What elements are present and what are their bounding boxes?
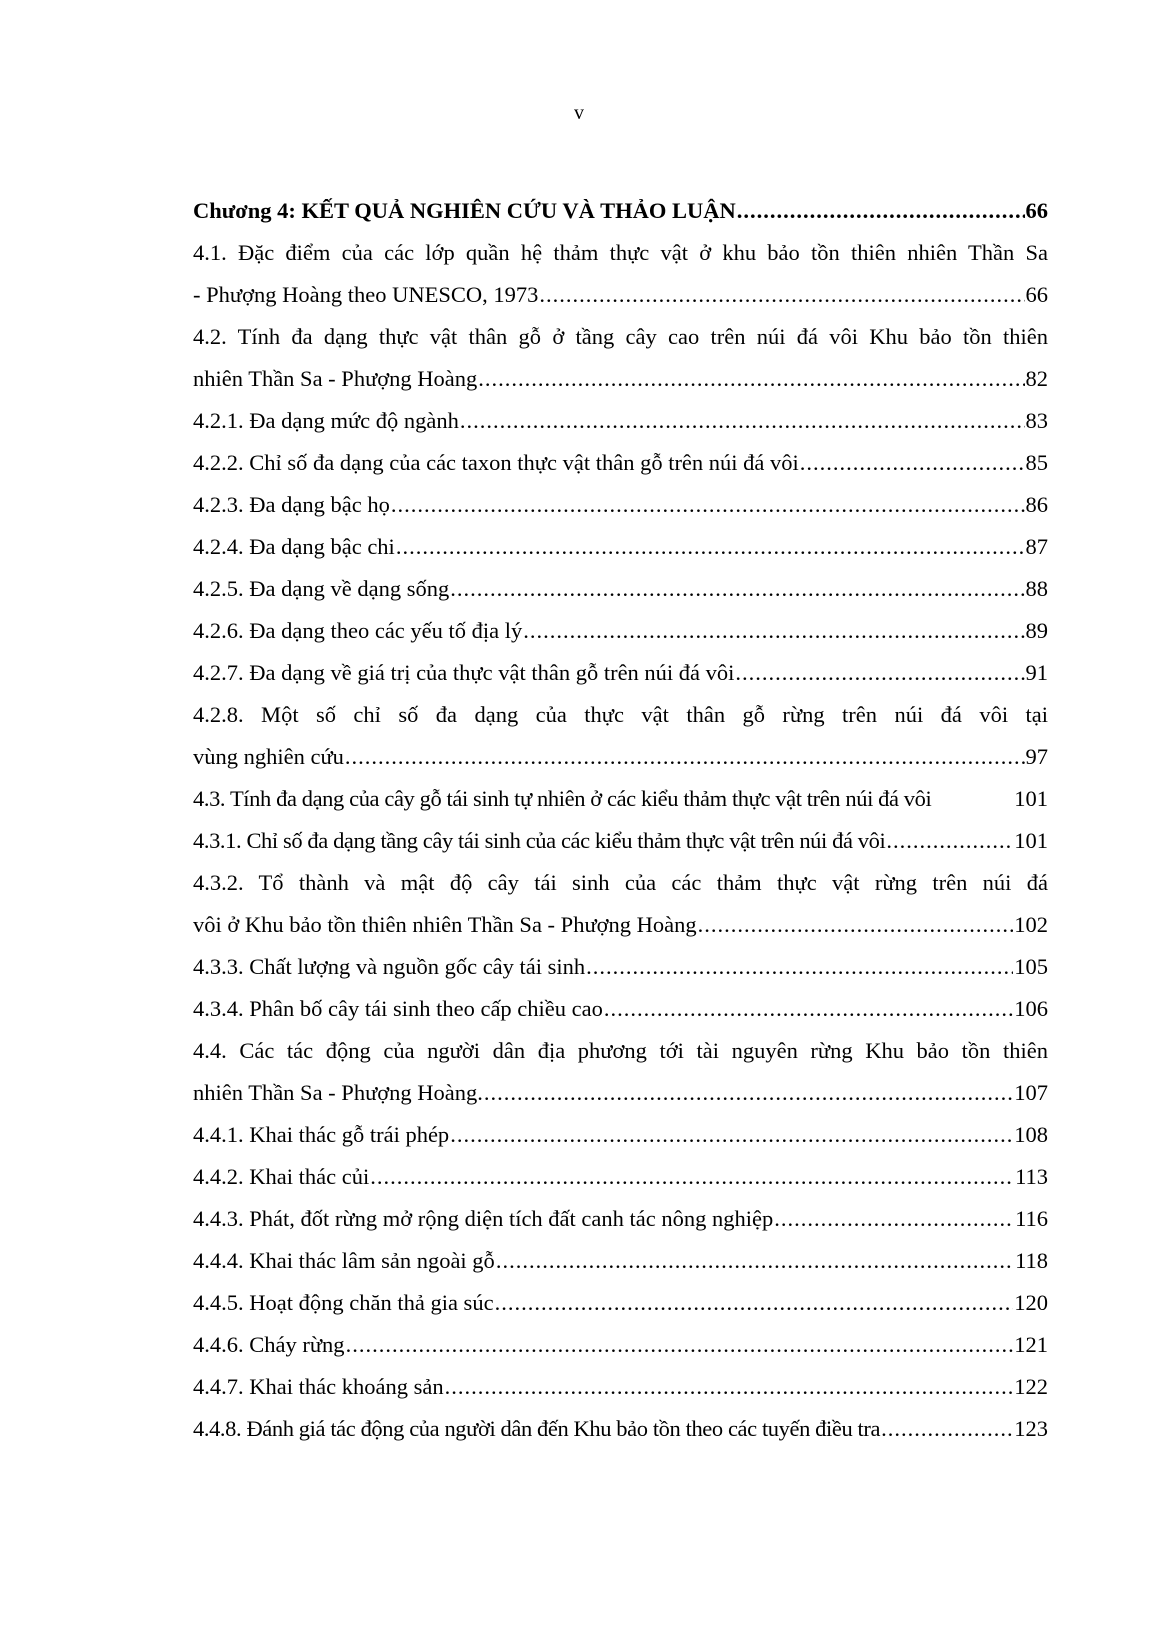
toc-page-number: 106	[1014, 996, 1048, 1021]
dot-leader	[496, 1240, 1014, 1282]
toc-page-number: 85	[1025, 450, 1048, 475]
toc-entry-title: 4.2.4. Đa dạng bậc chi	[193, 534, 395, 559]
dot-leader	[523, 610, 1024, 652]
toc-entry-title: nhiên Thần Sa - Phượng Hoàng	[193, 366, 478, 391]
dot-leader	[370, 1156, 1014, 1198]
table-of-contents	[193, 190, 1048, 1450]
toc-entry-title: 4.2.7. Đa dạng về giá trị của thực vật thân gỗ trên núi đá vôi	[193, 660, 735, 685]
toc-entry[interactable]	[193, 526, 1048, 568]
toc-entry-title-line: 4.2.8. Một số chỉ số đa dạng của thực vật thân gỗ rừng trên núi đá vôi tại	[193, 702, 1048, 727]
dot-leader	[586, 946, 1013, 988]
dot-leader	[346, 1324, 1014, 1366]
toc-entry[interactable]	[193, 1156, 1048, 1198]
toc-page-number: 123	[1014, 1416, 1048, 1441]
toc-page-number: 105	[1014, 954, 1048, 979]
toc-page-number: 118	[1015, 1248, 1048, 1273]
toc-entry-title: 4.3.3. Chất lượng và nguồn gốc cây tái sinh	[193, 954, 586, 979]
toc-page-number: 107	[1014, 1080, 1048, 1105]
toc-page-number: 108	[1014, 1122, 1048, 1147]
toc-page-number: 83	[1025, 408, 1048, 433]
toc-entry-title: vôi ở Khu bảo tồn thiên nhiên Thần Sa - Phượng Hoàng	[193, 912, 697, 937]
toc-entry-title-line: 4.3.2. Tổ thành và mật độ cây tái sinh của các thảm thực vật rừng trên núi đá	[193, 870, 1048, 895]
toc-page-number: 120	[1014, 1290, 1048, 1315]
toc-entry-title: 4.3.4. Phân bố cây tái sinh theo cấp chiều cao	[193, 996, 603, 1021]
dot-leader	[396, 526, 1025, 568]
toc-entry-title: nhiên Thần Sa - Phượng Hoàng.	[193, 1080, 483, 1105]
toc-page-number: 82	[1025, 366, 1048, 391]
toc-entry[interactable]	[193, 1030, 1048, 1114]
toc-entry[interactable]	[193, 232, 1048, 316]
dot-leader	[800, 442, 1025, 484]
dot-leader	[698, 904, 1014, 946]
toc-entry-title: 4.4.3. Phát, đốt rừng mở rộng diện tích đất canh tác nông nghiệp	[193, 1206, 774, 1231]
toc-page-number: 122	[1014, 1374, 1048, 1399]
toc-entry[interactable]	[193, 190, 1048, 232]
toc-entry[interactable]	[193, 400, 1048, 442]
toc-entry[interactable]	[193, 778, 1048, 820]
dot-leader	[484, 1072, 1013, 1114]
toc-entry-title: 4.4.7. Khai thác khoáng sản	[193, 1374, 444, 1399]
toc-entry[interactable]	[193, 988, 1048, 1030]
dot-leader	[539, 274, 1024, 316]
toc-page-number: 86	[1025, 492, 1048, 517]
dot-leader	[345, 736, 1025, 778]
toc-page-number: 66	[1025, 198, 1048, 223]
toc-entry-title: 4.2.3. Đa dạng bậc họ	[193, 492, 390, 517]
toc-entry[interactable]	[193, 862, 1048, 946]
dot-leader	[391, 484, 1025, 526]
page-number: v	[574, 102, 584, 124]
toc-entry-title-line: 4.4. Các tác động của người dân địa phương tới tài nguyên rừng Khu bảo tồn thiên	[193, 1038, 1048, 1063]
toc-entry[interactable]	[193, 652, 1048, 694]
toc-entry-title: - Phượng Hoàng theo UNESCO, 1973	[193, 282, 539, 307]
toc-entry[interactable]	[193, 1198, 1048, 1240]
toc-entry-title-line: 4.2. Tính đa dạng thực vật thân gỗ ở tầng cây cao trên núi đá vôi Khu bảo tồn thiên	[193, 324, 1048, 349]
toc-entry-title: vùng nghiên cứu	[193, 744, 344, 769]
toc-entry[interactable]	[193, 316, 1048, 400]
toc-page-number: 101	[1014, 786, 1048, 811]
dot-leader	[604, 988, 1013, 1030]
toc-entry-title: 4.2.6. Đa dạng theo các yếu tố địa lý	[193, 618, 523, 643]
toc-page-number: 102	[1014, 912, 1048, 937]
toc-entry[interactable]	[193, 1324, 1048, 1366]
toc-entry[interactable]	[193, 568, 1048, 610]
toc-entry-title: 4.2.2. Chỉ số đa dạng của các taxon thực vật thân gỗ trên núi đá vôi	[193, 450, 799, 475]
toc-entry[interactable]	[193, 694, 1048, 778]
toc-entry-title: 4.2.1. Đa dạng mức độ ngành	[193, 408, 459, 433]
toc-entry[interactable]	[193, 946, 1048, 988]
dot-leader	[886, 820, 1013, 862]
toc-page-number: 113	[1015, 1164, 1048, 1189]
toc-entry[interactable]	[193, 610, 1048, 652]
toc-entry[interactable]	[193, 1240, 1048, 1282]
dot-leader	[495, 1282, 1014, 1324]
dot-leader	[450, 568, 1024, 610]
toc-page-number: 116	[1015, 1206, 1048, 1231]
toc-page-number: 91	[1025, 660, 1048, 685]
toc-entry[interactable]	[193, 442, 1048, 484]
dot-leader	[737, 190, 1025, 232]
toc-entry-title: 4.3.1. Chỉ số đa dạng tầng cây tái sinh của các kiểu thảm thực vật trên núi đá vôi	[193, 828, 886, 853]
dot-leader	[774, 1198, 1014, 1240]
toc-entry-title: 4.4.6. Cháy rừng	[193, 1332, 345, 1357]
toc-entry-title: Chương 4: KẾT QUẢ NGHIÊN CỨU VÀ THẢO LUẬN	[193, 198, 736, 223]
toc-entry-title: 4.4.4. Khai thác lâm sản ngoài gỗ	[193, 1248, 495, 1273]
dot-leader	[735, 652, 1024, 694]
toc-entry-title-line: 4.1. Đặc điểm của các lớp quần hệ thảm thực vật ở khu bảo tồn thiên nhiên Thần Sa	[193, 240, 1048, 265]
toc-page-number: 97	[1025, 744, 1048, 769]
toc-entry-title: 4.4.2. Khai thác củi	[193, 1164, 370, 1189]
dot-leader	[445, 1366, 1014, 1408]
toc-entry-title: 4.2.5. Đa dạng về dạng sống	[193, 576, 450, 601]
dot-leader	[450, 1114, 1013, 1156]
toc-entry-title: 4.4.5. Hoạt động chăn thả gia súc	[193, 1290, 494, 1315]
dot-leader	[478, 358, 1024, 400]
toc-entry[interactable]	[193, 820, 1048, 862]
toc-page-number: 66	[1025, 282, 1048, 307]
toc-entry[interactable]	[193, 1366, 1048, 1408]
toc-entry[interactable]	[193, 1408, 1048, 1450]
toc-entry-title: 4.3. Tính đa dạng của cây gỗ tái sinh tự nhiên ở các kiểu thảm thực vật trên núi đá vôi	[193, 786, 932, 811]
toc-entry[interactable]	[193, 1282, 1048, 1324]
toc-entry-title: 4.4.8. Đánh giá tác động của người dân đến Khu bảo tồn theo các tuyến điều tra	[193, 1416, 881, 1441]
toc-entry-title: 4.4.1. Khai thác gỗ trái phép	[193, 1122, 450, 1147]
toc-page-number: 87	[1025, 534, 1048, 559]
toc-entry[interactable]	[193, 484, 1048, 526]
toc-page-number: 88	[1025, 576, 1048, 601]
toc-entry[interactable]	[193, 1114, 1048, 1156]
dot-leader	[881, 1408, 1013, 1450]
toc-page-number: 121	[1014, 1332, 1048, 1357]
toc-page-number: 101	[1014, 828, 1048, 853]
dot-leader	[460, 400, 1025, 442]
toc-page-number: 89	[1025, 618, 1048, 643]
